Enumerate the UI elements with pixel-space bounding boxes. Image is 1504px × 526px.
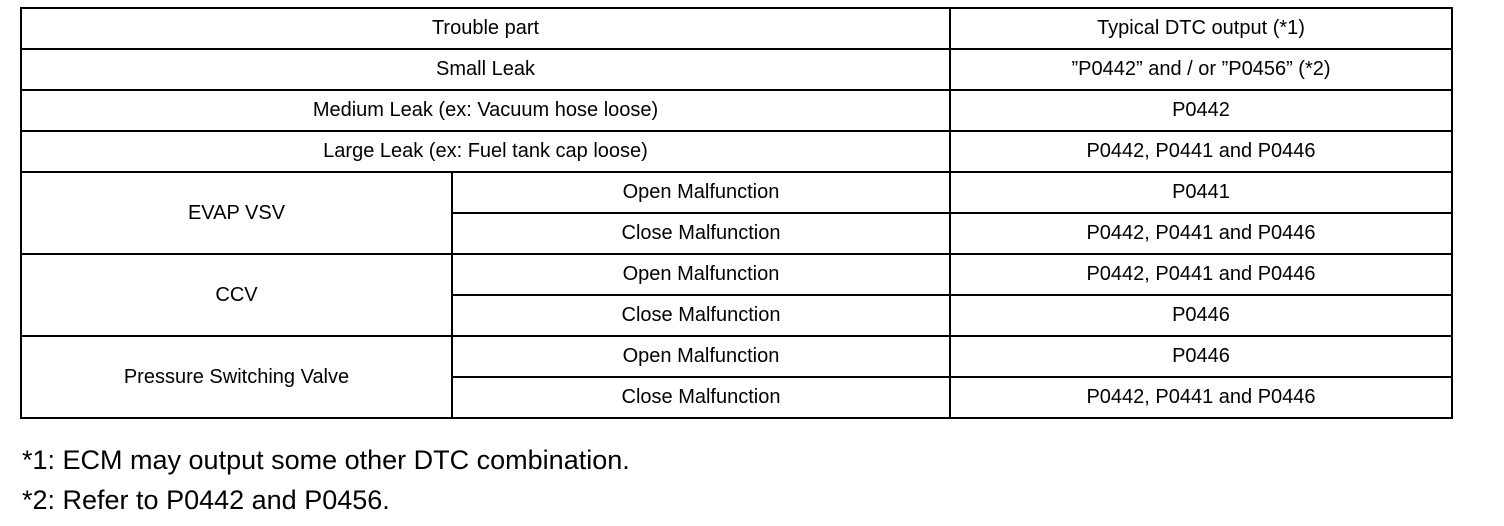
dtc-cell: P0442, P0441 and P0446: [950, 131, 1452, 172]
header-trouble-part: Trouble part: [21, 8, 950, 49]
header-row: [21, 8, 1452, 49]
dtc-cell: P0442, P0441 and P0446: [950, 377, 1452, 418]
malfunction-mode-cell: Open Malfunction: [452, 172, 950, 213]
group-part-cell: Pressure Switching Valve: [21, 336, 452, 418]
malfunction-mode-cell: Close Malfunction: [452, 213, 950, 254]
table-row: [21, 336, 1452, 377]
trouble-part-cell: Medium Leak (ex: Vacuum hose loose): [21, 90, 950, 131]
table-row: [21, 131, 1452, 172]
table-row: [21, 254, 1452, 295]
dtc-cell: ”P0442” and / or ”P0456” (*2): [950, 49, 1452, 90]
dtc-cell: P0442, P0441 and P0446: [950, 254, 1452, 295]
header-typical-dtc: Typical DTC output (*1): [950, 8, 1452, 49]
trouble-part-cell: Small Leak: [21, 49, 950, 90]
table-row: [21, 90, 1452, 131]
footnotes: [22, 440, 630, 520]
table-row: [21, 172, 1452, 213]
dtc-cell: P0442, P0441 and P0446: [950, 213, 1452, 254]
dtc-cell: P0441: [950, 172, 1452, 213]
footnote-1: *1: ECM may output some other DTC combination.: [22, 445, 630, 475]
malfunction-mode-cell: Close Malfunction: [452, 377, 950, 418]
dtc-cell: P0446: [950, 336, 1452, 377]
table-row: [21, 49, 1452, 90]
footnote-2: *2: Refer to P0442 and P0456.: [22, 485, 390, 515]
dtc-cell: P0442: [950, 90, 1452, 131]
trouble-part-cell: Large Leak (ex: Fuel tank cap loose): [21, 131, 950, 172]
dtc-cell: P0446: [950, 295, 1452, 336]
group-part-cell: EVAP VSV: [21, 172, 452, 254]
malfunction-mode-cell: Open Malfunction: [452, 254, 950, 295]
malfunction-mode-cell: Close Malfunction: [452, 295, 950, 336]
group-part-cell: CCV: [21, 254, 452, 336]
dtc-table: [20, 7, 1453, 419]
malfunction-mode-cell: Open Malfunction: [452, 336, 950, 377]
